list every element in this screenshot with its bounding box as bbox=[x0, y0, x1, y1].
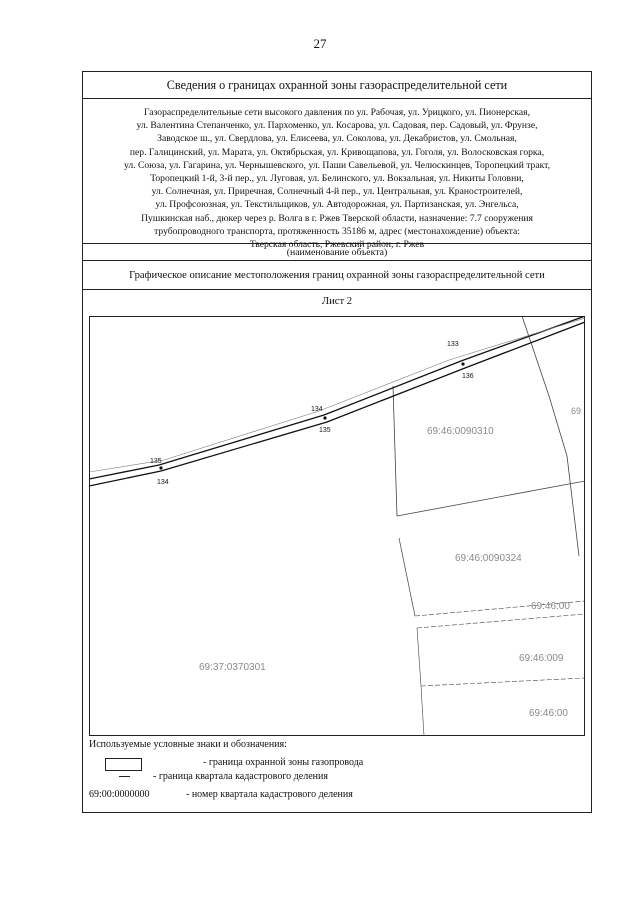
point-label: 134 bbox=[157, 479, 169, 486]
page-number: 27 bbox=[313, 36, 327, 51]
object-description-line: пер. Галицинский, ул. Марата, ул. Октябрьская, ул. Кривощапова, ул. Гоголя, ул. Волосковская горка, bbox=[129, 146, 545, 158]
cadastral-boundary bbox=[421, 686, 424, 736]
cadastral-boundary bbox=[417, 614, 585, 628]
object-description-line: Тверская область, Ржевский район, г. Ржев bbox=[249, 239, 425, 251]
boundary-map bbox=[89, 316, 585, 736]
cadastral-boundary bbox=[421, 678, 585, 686]
object-description bbox=[83, 99, 591, 251]
cadastral-boundary bbox=[399, 538, 415, 616]
cadastral-label: 69:37:0370301 bbox=[199, 662, 266, 673]
point-label: 136 bbox=[462, 373, 474, 380]
cadastral-label: 69:46:009 bbox=[519, 653, 564, 664]
object-name-caption: (наименование объекта) bbox=[83, 244, 591, 261]
object-description-line: Торопецкий 1-й, 3-й пер., ул. Луговая, ул. Белинского, ул. Вокзальная, ул. Никиты Головни, bbox=[150, 173, 524, 185]
cadastral-boundary bbox=[417, 628, 421, 686]
cadastral-boundary bbox=[89, 318, 585, 472]
cadastral-label: 69 bbox=[571, 406, 582, 416]
boundary-point bbox=[323, 416, 326, 419]
section-title: Сведения о границах охранной зоны газораспределительной сети bbox=[83, 72, 591, 99]
cadastral-boundary bbox=[393, 386, 397, 516]
cadastral-label: 69:46:00 bbox=[531, 601, 570, 612]
legend-item: - граница охранной зоны газопровода bbox=[203, 757, 364, 768]
document-frame bbox=[82, 71, 592, 813]
object-description-line: ул. Солнечная, ул. Приречная, Солнечный 4-й пер., ул. Центральная, ул. Краностроителей, bbox=[151, 186, 523, 198]
legend-title: Используемые условные знаки и обозначения: bbox=[89, 739, 287, 750]
object-description-line: ул. Союза, ул. Гагарина, ул. Чернышевского, ул. Паши Савельевой, ул. Челюскинцев, Торопецкий тракт, bbox=[123, 159, 550, 171]
point-label: 133 bbox=[447, 341, 459, 348]
object-description-line: ул. Профсоюзная, ул. Текстильщиков, ул. Автодорожная, ул. Партизанская, ул. Энгельса, bbox=[155, 199, 519, 211]
point-label: 134 bbox=[311, 406, 323, 413]
boundary-point bbox=[159, 466, 162, 469]
legend-item: - граница квартала кадастрового деления bbox=[153, 771, 328, 782]
boundary-point bbox=[461, 362, 464, 365]
protection-zone-symbol bbox=[105, 758, 142, 771]
map-border bbox=[90, 317, 585, 736]
legend-item: - номер квартала кадастрового деления bbox=[186, 789, 353, 800]
legend bbox=[83, 735, 591, 812]
object-description-line: Газораспределительные сети высокого давления по ул. Рабочая, ул. Урицкого, ул. Пионерская, bbox=[144, 107, 530, 118]
cadastral-boundaries bbox=[393, 316, 585, 736]
cadastral-label: 69:46:0090324 bbox=[455, 553, 522, 564]
cadastral-label: 69:46:00 bbox=[529, 708, 568, 719]
point-label: 135 bbox=[150, 458, 162, 465]
protection-zone-boundary bbox=[89, 316, 585, 479]
object-description-line: Заводское ш., ул. Свердлова, ул. Елисеева, ул. Соколова, ул. Декабристов, ул. Смольная, bbox=[157, 133, 517, 145]
graphic-description-title: Графическое описание местоположения границ охранной зоны газораспределительной сети bbox=[83, 261, 591, 290]
legend-symbol: 69:00:0000000 bbox=[89, 789, 150, 800]
object-description-line: трубопроводного транспорта, протяженность 35186 м, адрес (местонахождение) объекта: bbox=[154, 225, 520, 237]
object-description-line: Пушкинская наб., дюкер через р. Волга в г. Ржев Тверской области, назначение: 7.7 сооружения bbox=[141, 212, 533, 224]
cadastral-label: 69:46:0090310 bbox=[427, 426, 494, 437]
cadastral-boundary bbox=[397, 481, 585, 516]
sheet-label: Лист 2 bbox=[321, 296, 353, 307]
cadastral-boundary-symbol bbox=[119, 776, 130, 777]
object-description-line: ул. Валентина Степанченко, ул. Пархоменко, ул. Косарова, ул. Садовая, пер. Садовый, ул. Фрунзе, bbox=[136, 120, 538, 132]
cadastral-boundary bbox=[522, 316, 582, 556]
point-label: 135 bbox=[319, 427, 331, 434]
